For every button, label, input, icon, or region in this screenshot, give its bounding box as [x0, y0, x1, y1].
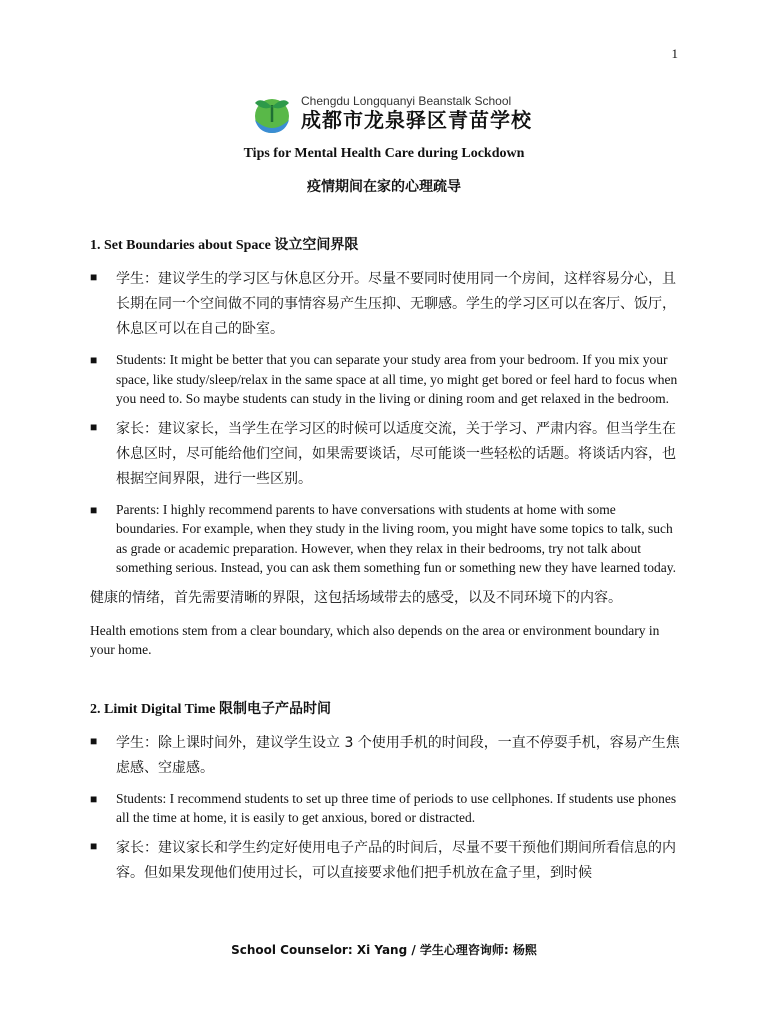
school-logo	[251, 92, 532, 134]
school-name-en: Chengdu Longquanyi Beanstalk School	[301, 94, 512, 108]
school-name-cn: 成都市龙泉驿区青苗学校	[301, 108, 532, 132]
list-item-text: Parents: I highly recommend parents to have conversations with students at home with some boundaries. For example, when they study in the living room, you might have some topics to talk, such as grade or academic preparation. However, when they relax in their bedrooms, try not talk about something serious. Instead, you can ask them something fun or something new they have learned today.	[116, 501, 676, 575]
bullet-square-icon: ■	[90, 270, 98, 284]
list-item	[90, 267, 680, 342]
document-title-cn: 疫情期间在家的心理疏导	[307, 179, 461, 195]
list-item	[90, 789, 680, 828]
bullet-square-icon: ■	[90, 502, 98, 517]
document-title-en: Tips for Mental Health Care during Lockdown	[243, 146, 525, 161]
bullet-square-icon: ■	[90, 353, 98, 367]
list-item-text: 家长：建议家长和学生约定好使用电子产品的时间后，尽量不要干预他们期间所看信息的内容。但如果发现他们使用过长，可以直接要求他们把手机放在盒子里，到时候	[116, 839, 676, 881]
page-number: 1	[671, 46, 678, 61]
bullet-square-icon: ■	[90, 838, 98, 853]
list-item-text: Students: I recommend students to set up three time of periods to use cellphones. If students use phones all the time at home, it is easily to get anxious, bored or distracted.	[116, 790, 677, 825]
list-item	[90, 417, 680, 492]
list-item-text: Students: It might be better that you can separate your study area from your bedroom. If you mix your space, like study/sleep/relax in the same space at all time, yo might get bored or feel hard to focus when you need to. So maybe students can study in the living or dining room and get relaxed in the bedroom.	[116, 352, 678, 406]
list-item-text: 学生：除上课时间外，建议学生设立 3 个使用手机的时间段，一直不停耍手机，容易产生焦虑感、空虚感。	[116, 734, 680, 776]
summary-paragraph-en: Health emotions stem from a clear boundary, which also depends on the area or environment boundary in your home.	[90, 622, 660, 657]
list-item-text: 家长：建议家长，当学生在学习区的时候可以适度交流，关于学习、严肃内容。但当学生在休息区时，尽可能给他们空间，如果需要谈话，尽可能谈一些轻松的话题。将谈话内容，也根据空间界限，进行一些区别。	[116, 420, 676, 487]
bullet-square-icon: ■	[90, 419, 98, 434]
list-item-text: 学生：建议学生的学习区与休息区分开。尽量不要同时使用同一个房间，这样容易分心，且长期在同一个空间做不同的事情容易产生压抑、无聊感。学生的学习区可以在客厅、饭厅，休息区可以在自己的卧室。	[116, 271, 676, 337]
bullet-square-icon: ■	[90, 791, 98, 806]
section-1-heading: 1. Set Boundaries about Space 设立空间界限	[90, 238, 359, 253]
list-item	[90, 350, 680, 409]
page-footer: School Counselor: Xi Yang / 学生心理咨询师: 杨熙	[231, 943, 537, 957]
section-2-heading: 2. Limit Digital Time 限制电子产品时间	[90, 701, 331, 717]
summary-paragraph-cn: 健康的情绪，首先需要清晰的界限，这包括场域带去的感受，以及不同环境下的内容。	[90, 589, 622, 606]
sprout-logo-icon	[251, 92, 293, 134]
list-item	[90, 731, 680, 781]
list-item	[90, 500, 680, 578]
list-item	[90, 836, 680, 886]
document-body	[90, 236, 680, 894]
bullet-square-icon: ■	[90, 733, 98, 748]
